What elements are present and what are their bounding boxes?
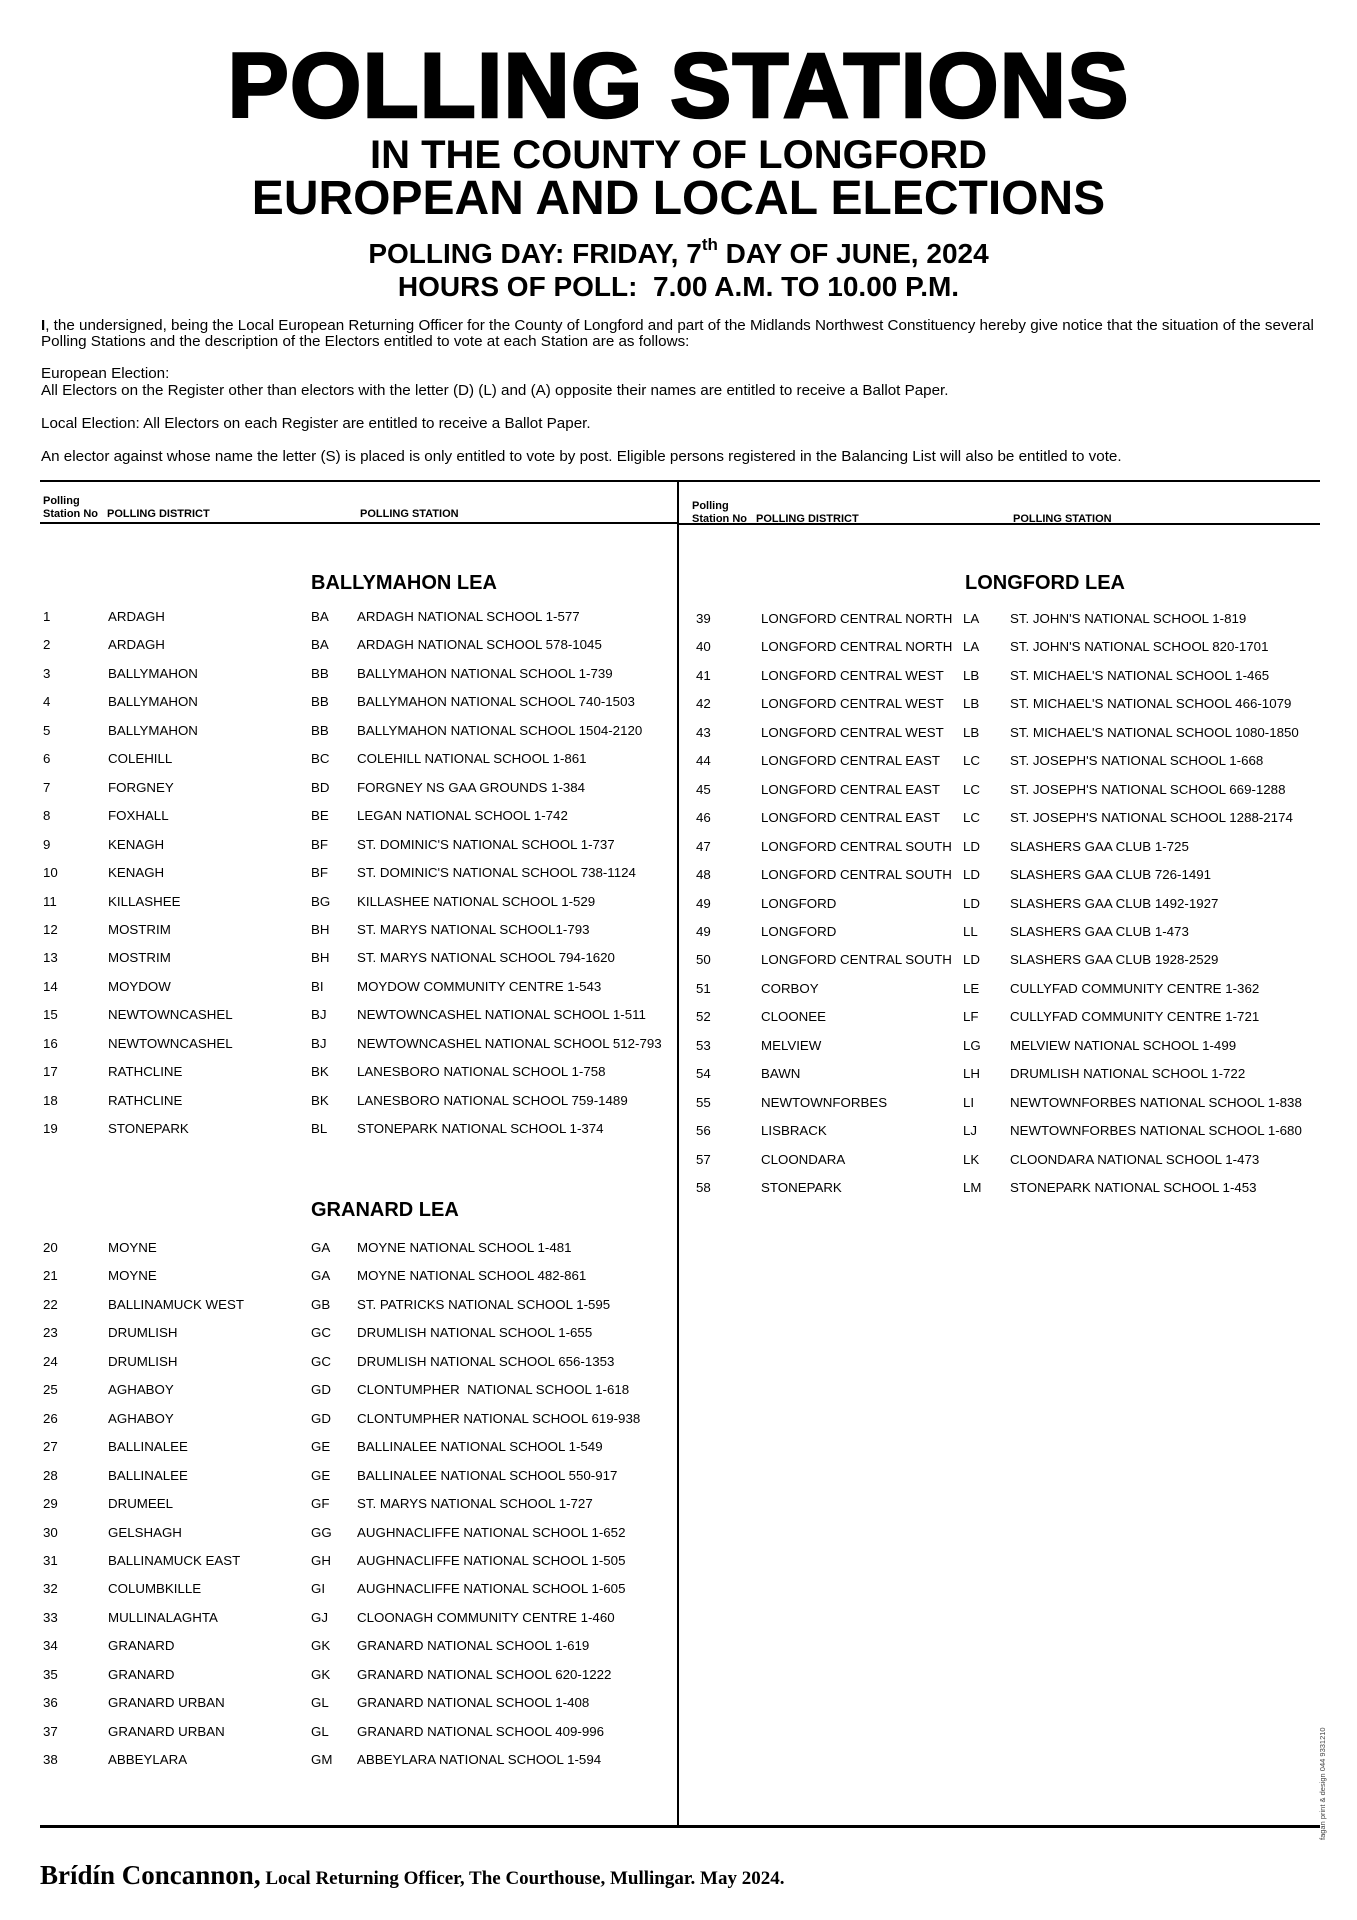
cell-code: BH	[311, 921, 330, 937]
cell-station-no: 36	[43, 1695, 58, 1711]
cell-station: CLONTUMPHER NATIONAL SCHOOL 619-938	[357, 1410, 641, 1426]
cell-station-no: 20	[43, 1240, 58, 1255]
cell-station: LEGAN NATIONAL SCHOOL 1-742	[357, 808, 568, 824]
cell-station-no: 49	[696, 923, 711, 939]
cell-code: BG	[311, 893, 331, 909]
cell-station: CLOONAGH COMMUNITY CENTRE 1-460	[357, 1609, 615, 1625]
cell-district: LONGFORD	[761, 895, 837, 911]
cell-code: LB	[963, 724, 980, 740]
cell-district: BALLYMAHON	[108, 722, 198, 738]
cell-station-no: 23	[43, 1325, 58, 1341]
column-divider	[677, 481, 679, 1827]
cell-station-no: 35	[43, 1666, 58, 1682]
polling-day-suffix: DAY OF JUNE, 2024	[717, 238, 989, 269]
cell-station-no: 17	[43, 1064, 58, 1080]
cell-station-no: 11	[43, 893, 57, 909]
cell-district: DRUMEEL	[108, 1496, 174, 1512]
cell-code: GE	[311, 1467, 331, 1483]
cell-station-no: 18	[43, 1092, 58, 1108]
cell-station-no: 15	[43, 1007, 58, 1023]
cell-code: LC	[963, 810, 980, 826]
cell-station: SLASHERS GAA CLUB 1-473	[1010, 923, 1189, 939]
cell-code: BJ	[311, 1035, 327, 1051]
cell-station: MELVIEW NATIONAL SCHOOL 1-499	[1010, 1037, 1237, 1053]
cell-code: GC	[311, 1325, 331, 1341]
cell-code: LK	[963, 1151, 980, 1167]
cell-district: CLOONDARA	[761, 1151, 846, 1167]
cell-station: NEWTOWNFORBES NATIONAL SCHOOL 1-838	[1010, 1094, 1302, 1110]
cell-district: LONGFORD CENTRAL NORTH	[761, 611, 953, 626]
cell-code: LL	[963, 923, 978, 939]
cell-code: BL	[311, 1121, 328, 1137]
cell-station: CLONTUMPHER NATIONAL SCHOOL 1-618	[357, 1382, 630, 1398]
cell-code: GB	[311, 1296, 331, 1312]
cell-station-no: 54	[696, 1066, 711, 1082]
cell-station-no: 6	[43, 751, 51, 767]
cell-code: GA	[311, 1240, 331, 1255]
cell-district: MOYNE	[108, 1240, 157, 1255]
col-header-line1: Polling	[692, 500, 729, 512]
cell-station-no: 22	[43, 1296, 58, 1312]
cell-station: BALLINALEE NATIONAL SCHOOL 1-549	[357, 1439, 603, 1455]
polling-day-ordinal: th	[701, 235, 718, 254]
cell-district: LISBRACK	[761, 1123, 827, 1139]
table-bottom-rule	[40, 1825, 1320, 1828]
notice-lead: I	[41, 317, 46, 334]
county-subtitle: IN THE COUNTY OF LONGFORD	[369, 133, 988, 177]
cell-code: GC	[311, 1353, 331, 1369]
cell-code: GE	[311, 1439, 331, 1455]
cell-station-no: 10	[43, 865, 58, 881]
cell-station-no: 31	[43, 1552, 58, 1568]
cell-station-no: 27	[43, 1439, 58, 1455]
polling-day-prefix: POLLING DAY: FRIDAY, 7	[368, 238, 702, 269]
cell-district: DRUMLISH	[108, 1325, 178, 1341]
cell-district: KENAGH	[108, 836, 165, 852]
cell-station-no: 58	[696, 1180, 711, 1195]
cell-station-no: 43	[696, 724, 711, 740]
col-header-district-left: POLLING DISTRICT	[107, 508, 210, 520]
cell-station: ST. JOHN'S NATIONAL SCHOOL 1-819	[1010, 611, 1247, 626]
section-title-ballymahon: BALLYMAHON LEA	[311, 572, 497, 594]
cell-code: LG	[963, 1037, 981, 1053]
cell-station: NEWTOWNCASHEL NATIONAL SCHOOL 1-511	[357, 1007, 646, 1023]
cell-code: LB	[963, 667, 980, 683]
cell-code: GA	[311, 1268, 331, 1284]
cell-code: GK	[311, 1666, 331, 1682]
cell-station: SLASHERS GAA CLUB 1492-1927	[1010, 895, 1219, 911]
cell-station-no: 28	[43, 1467, 58, 1483]
cell-station-no: 21	[43, 1268, 58, 1284]
cell-station-no: 49	[696, 895, 711, 911]
cell-code: BE	[311, 808, 329, 824]
cell-district: AGHABOY	[108, 1410, 174, 1426]
cell-code: LD	[963, 895, 980, 911]
cell-station: ST. JOSEPH'S NATIONAL SCHOOL 1288-2174	[1010, 810, 1293, 826]
cell-station: ARDAGH NATIONAL SCHOOL 1-577	[357, 609, 580, 624]
cell-code: BD	[311, 779, 330, 795]
cell-station: LANESBORO NATIONAL SCHOOL 759-1489	[357, 1092, 628, 1108]
cell-district: ARDAGH	[108, 609, 165, 624]
cell-district: LONGFORD CENTRAL EAST	[761, 781, 941, 797]
cell-station-no: 48	[696, 867, 711, 883]
cell-district: GRANARD	[108, 1638, 175, 1654]
cell-station-no: 7	[43, 779, 51, 795]
officer-name: Brídín Concannon,	[40, 1860, 261, 1890]
cell-code: BF	[311, 865, 328, 881]
cell-station: SLASHERS GAA CLUB 726-1491	[1010, 867, 1212, 883]
cell-station-no: 41	[696, 667, 711, 683]
cell-station: ST. MARYS NATIONAL SCHOOL 1-727	[357, 1496, 593, 1512]
cell-station: STONEPARK NATIONAL SCHOOL 1-453	[1010, 1180, 1257, 1195]
cell-station: ST. MARYS NATIONAL SCHOOL 794-1620	[357, 950, 615, 966]
elections-subtitle: EUROPEAN AND LOCAL ELECTIONS	[251, 172, 1106, 225]
cell-station-no: 30	[43, 1524, 58, 1540]
cell-code: GH	[311, 1552, 331, 1568]
col-header-station-no-left	[43, 495, 98, 521]
cell-district: LONGFORD CENTRAL EAST	[761, 810, 941, 826]
cell-district: LONGFORD CENTRAL SOUTH	[761, 952, 952, 968]
returning-officer-signature	[40, 1860, 785, 1891]
cell-station: BALLYMAHON NATIONAL SCHOOL 740-1503	[357, 694, 635, 710]
cell-code: BJ	[311, 1007, 327, 1023]
cell-station-no: 46	[696, 810, 711, 826]
cell-station: CULLYFAD COMMUNITY CENTRE 1-721	[1010, 1009, 1260, 1025]
cell-station-no: 25	[43, 1382, 58, 1398]
cell-station-no: 13	[43, 950, 58, 966]
cell-code: GL	[311, 1723, 329, 1739]
local-election-text: Local Election: All Electors on each Register are entitled to receive a Ballot Paper.	[41, 415, 591, 432]
cell-code: LC	[963, 781, 980, 797]
cell-station-no: 29	[43, 1496, 58, 1512]
cell-code: LA	[963, 639, 980, 655]
cell-district: GELSHAGH	[108, 1524, 182, 1540]
cell-code: LA	[963, 611, 980, 626]
cell-code: BI	[311, 978, 324, 994]
officer-details: Local Returning Officer, The Courthouse, Mullingar. May 2024.	[260, 1868, 785, 1889]
cell-station: GRANARD NATIONAL SCHOOL 409-996	[357, 1723, 605, 1739]
cell-station: AUGHNACLIFFE NATIONAL SCHOOL 1-652	[357, 1524, 626, 1540]
col-header-line1: Polling	[43, 495, 80, 507]
cell-station: CLOONDARA NATIONAL SCHOOL 1-473	[1010, 1151, 1260, 1167]
cell-district: MOSTRIM	[108, 921, 171, 937]
col-header-district-right: POLLING DISTRICT	[756, 513, 859, 525]
notice-text: , the undersigned, being the Local European Returning Officer for the County of Longford and part of the Midlands Northwest Constituency hereby give notice that the situation of the several Polling Stations and the description of the Electors entitled to vote at each Station are as follows:	[41, 317, 1314, 350]
col-header-line2: Station No	[43, 508, 98, 520]
cell-station: ST. JOSEPH'S NATIONAL SCHOOL 669-1288	[1010, 781, 1286, 797]
cell-code: GD	[311, 1410, 331, 1426]
cell-station-no: 32	[43, 1581, 58, 1597]
cell-district: GRANARD	[108, 1666, 175, 1682]
cell-code: BB	[311, 665, 329, 681]
cell-district: BALLINALEE	[108, 1439, 188, 1455]
cell-district: MOSTRIM	[108, 950, 171, 966]
cell-station-no: 51	[696, 980, 711, 996]
cell-code: BK	[311, 1092, 329, 1108]
cell-station: LANESBORO NATIONAL SCHOOL 1-758	[357, 1064, 606, 1080]
cell-station: DRUMLISH NATIONAL SCHOOL 656-1353	[357, 1353, 615, 1369]
polling-day	[0, 235, 1357, 269]
cell-station: MOYNE NATIONAL SCHOOL 1-481	[357, 1240, 572, 1255]
cell-station: GRANARD NATIONAL SCHOOL 1-408	[357, 1695, 590, 1711]
european-election-heading: European Election:	[41, 365, 170, 382]
cell-station-no: 37	[43, 1723, 58, 1739]
cell-code: BC	[311, 751, 330, 767]
notice-paragraph	[41, 318, 1331, 350]
cell-district: MULLINALAGHTA	[108, 1609, 218, 1625]
col-header-station-no-right	[692, 500, 747, 526]
european-election-text: All Electors on the Register other than electors with the letter (D) (L) and (A) opposite their names are entitled to receive a Ballot Paper.	[41, 382, 949, 399]
cell-district: GRANARD URBAN	[108, 1695, 225, 1711]
page-title: POLLING STATIONS	[227, 35, 1130, 137]
cell-station: ST. MICHAEL'S NATIONAL SCHOOL 466-1079	[1010, 696, 1292, 712]
cell-station-no: 12	[43, 921, 58, 937]
cell-code: GI	[311, 1581, 326, 1597]
cell-station: ST. MICHAEL'S NATIONAL SCHOOL 1080-1850	[1010, 724, 1299, 740]
cell-district: BAWN	[761, 1066, 801, 1082]
cell-district: RATHCLINE	[108, 1064, 183, 1080]
cell-station-no: 47	[696, 838, 711, 854]
cell-district: LONGFORD CENTRAL WEST	[761, 724, 944, 740]
cell-code: GL	[311, 1695, 329, 1711]
cell-code: GG	[311, 1524, 332, 1540]
cell-station: MOYNE NATIONAL SCHOOL 482-861	[357, 1268, 587, 1284]
cell-station: SLASHERS GAA CLUB 1-725	[1010, 838, 1189, 854]
cell-code: BB	[311, 694, 329, 710]
section-title-longford: LONGFORD LEA	[965, 572, 1125, 594]
cell-station-no: 4	[43, 694, 51, 710]
cell-code: BF	[311, 836, 328, 852]
cell-code: GD	[311, 1382, 331, 1398]
cell-station: ARDAGH NATIONAL SCHOOL 578-1045	[357, 637, 602, 653]
cell-code: GF	[311, 1496, 330, 1512]
cell-station-no: 57	[696, 1151, 711, 1167]
col-header-station-left: POLLING STATION	[360, 508, 459, 520]
postal-vote-text: An elector against whose name the letter (S) is placed is only entitled to vote by post. Eligible persons registered in the Balancing List will also be entitled to vote.	[41, 448, 1122, 465]
cell-station: DRUMLISH NATIONAL SCHOOL 1-722	[1010, 1066, 1246, 1082]
cell-station-no: 2	[43, 637, 51, 653]
cell-code: LH	[963, 1066, 980, 1082]
cell-district: CLOONEE	[761, 1009, 827, 1025]
cell-district: COLUMBKILLE	[108, 1581, 202, 1597]
cell-station-no: 26	[43, 1410, 58, 1426]
section-title-granard: GRANARD LEA	[311, 1199, 459, 1221]
cell-code: LC	[963, 753, 980, 769]
cell-station-no: 8	[43, 808, 51, 824]
cell-station-no: 50	[696, 952, 711, 968]
cell-code: LM	[963, 1180, 982, 1195]
cell-station: CULLYFAD COMMUNITY CENTRE 1-362	[1010, 980, 1260, 996]
col-header-line2: Station No	[692, 513, 747, 525]
cell-code: BB	[311, 722, 329, 738]
cell-station: AUGHNACLIFFE NATIONAL SCHOOL 1-605	[357, 1581, 626, 1597]
cell-station-no: 34	[43, 1638, 58, 1654]
col-header-station-right: POLLING STATION	[1013, 513, 1112, 525]
cell-station: ABBEYLARA NATIONAL SCHOOL 1-594	[357, 1752, 602, 1768]
cell-district: LONGFORD CENTRAL WEST	[761, 696, 944, 712]
cell-station-no: 9	[43, 836, 51, 852]
cell-station: ST. DOMINIC'S NATIONAL SCHOOL 1-737	[357, 836, 615, 852]
cell-station-no: 38	[43, 1752, 58, 1768]
cell-station-no: 55	[696, 1094, 711, 1110]
cell-station: ST. PATRICKS NATIONAL SCHOOL 1-595	[357, 1296, 611, 1312]
cell-station: BALLYMAHON NATIONAL SCHOOL 1-739	[357, 665, 613, 681]
cell-district: NEWTOWNFORBES	[761, 1094, 888, 1110]
cell-district: MOYNE	[108, 1268, 157, 1284]
cell-code: BH	[311, 950, 330, 966]
cell-station-no: 14	[43, 978, 58, 994]
cell-code: LJ	[963, 1123, 978, 1139]
cell-code: BA	[311, 637, 329, 653]
cell-district: STONEPARK	[761, 1180, 842, 1195]
cell-district: MOYDOW	[108, 978, 171, 994]
cell-code: GJ	[311, 1609, 328, 1625]
cell-district: LONGFORD CENTRAL NORTH	[761, 639, 953, 655]
cell-code: LD	[963, 867, 980, 883]
cell-station-no: 3	[43, 665, 51, 681]
cell-station: AUGHNACLIFFE NATIONAL SCHOOL 1-505	[357, 1552, 626, 1568]
cell-station: STONEPARK NATIONAL SCHOOL 1-374	[357, 1121, 604, 1137]
cell-station: ST. JOHN'S NATIONAL SCHOOL 820-1701	[1010, 639, 1269, 655]
cell-station: NEWTOWNFORBES NATIONAL SCHOOL 1-680	[1010, 1123, 1302, 1139]
cell-district: DRUMLISH	[108, 1353, 178, 1369]
cell-district: AGHABOY	[108, 1382, 174, 1398]
cell-code: LD	[963, 952, 980, 968]
cell-code: BK	[311, 1064, 329, 1080]
cell-station-no: 42	[696, 696, 711, 712]
cell-station: COLEHILL NATIONAL SCHOOL 1-861	[357, 751, 587, 767]
cell-station-no: 39	[696, 611, 711, 626]
cell-district: NEWTOWNCASHEL	[108, 1035, 233, 1051]
cell-station-no: 53	[696, 1037, 711, 1053]
cell-district: KENAGH	[108, 865, 165, 881]
cell-station: BALLINALEE NATIONAL SCHOOL 550-917	[357, 1467, 618, 1483]
cell-district: LONGFORD CENTRAL WEST	[761, 667, 944, 683]
cell-district: LONGFORD CENTRAL SOUTH	[761, 838, 952, 854]
cell-station-no: 44	[696, 753, 711, 769]
cell-district: FOXHALL	[108, 808, 169, 824]
cell-district: NEWTOWNCASHEL	[108, 1007, 233, 1023]
cell-station: BALLYMAHON NATIONAL SCHOOL 1504-2120	[357, 722, 643, 738]
cell-station-no: 45	[696, 781, 711, 797]
table-top-rule	[40, 480, 1320, 482]
cell-station: DRUMLISH NATIONAL SCHOOL 1-655	[357, 1325, 593, 1341]
cell-district: KILLASHEE	[108, 893, 181, 909]
cell-district: MELVIEW	[761, 1037, 822, 1053]
hours-of-poll: HOURS OF POLL: 7.00 A.M. TO 10.00 P.M.	[397, 271, 960, 302]
cell-district: LONGFORD	[761, 923, 837, 939]
cell-district: RATHCLINE	[108, 1092, 183, 1108]
cell-district: BALLYMAHON	[108, 694, 198, 710]
cell-district: BALLYMAHON	[108, 665, 198, 681]
cell-district: BALLINAMUCK EAST	[108, 1552, 241, 1568]
cell-code: LI	[963, 1094, 975, 1110]
cell-code: GK	[311, 1638, 331, 1654]
cell-station: GRANARD NATIONAL SCHOOL 620-1222	[357, 1666, 612, 1682]
cell-station-no: 1	[43, 609, 51, 624]
cell-station: NEWTOWNCASHEL NATIONAL SCHOOL 512-793	[357, 1035, 662, 1051]
cell-station: GRANARD NATIONAL SCHOOL 1-619	[357, 1638, 590, 1654]
cell-district: LONGFORD CENTRAL SOUTH	[761, 867, 952, 883]
cell-district: BALLINAMUCK WEST	[108, 1296, 244, 1312]
cell-code: LF	[963, 1009, 979, 1025]
cell-station: SLASHERS GAA CLUB 1928-2529	[1010, 952, 1219, 968]
cell-station-no: 24	[43, 1353, 58, 1369]
cell-station: ST. JOSEPH'S NATIONAL SCHOOL 1-668	[1010, 753, 1264, 769]
cell-district: STONEPARK	[108, 1121, 189, 1137]
cell-district: GRANARD URBAN	[108, 1723, 225, 1739]
cell-station: ST. MICHAEL'S NATIONAL SCHOOL 1-465	[1010, 667, 1270, 683]
cell-code: LB	[963, 696, 980, 712]
cell-station-no: 5	[43, 722, 51, 738]
cell-code: LD	[963, 838, 980, 854]
cell-station-no: 19	[43, 1121, 58, 1137]
cell-station-no: 52	[696, 1009, 711, 1025]
cell-station: FORGNEY NS GAA GROUNDS 1-384	[357, 779, 586, 795]
cell-district: FORGNEY	[108, 779, 174, 795]
cell-district: LONGFORD CENTRAL EAST	[761, 753, 941, 769]
cell-station-no: 16	[43, 1035, 58, 1051]
cell-station-no: 40	[696, 639, 711, 655]
cell-code: BA	[311, 609, 329, 624]
cell-station-no: 33	[43, 1609, 58, 1625]
cell-district: BALLINALEE	[108, 1467, 188, 1483]
cell-district: ARDAGH	[108, 637, 165, 653]
printer-credit: fagan print & design 044 9331210	[1318, 1727, 1327, 1840]
cell-station-no: 56	[696, 1123, 711, 1139]
cell-station: MOYDOW COMMUNITY CENTRE 1-543	[357, 978, 602, 994]
header-bottom-rule-left	[40, 522, 679, 524]
cell-station: ST. MARYS NATIONAL SCHOOL1-793	[357, 921, 590, 937]
cell-district: ABBEYLARA	[108, 1752, 188, 1768]
cell-station: ST. DOMINIC'S NATIONAL SCHOOL 738-1124	[357, 865, 636, 881]
cell-district: COLEHILL	[108, 751, 173, 767]
cell-district: CORBOY	[761, 980, 819, 996]
cell-code: GM	[311, 1752, 333, 1768]
cell-code: LE	[963, 980, 980, 996]
cell-station: KILLASHEE NATIONAL SCHOOL 1-529	[357, 893, 596, 909]
